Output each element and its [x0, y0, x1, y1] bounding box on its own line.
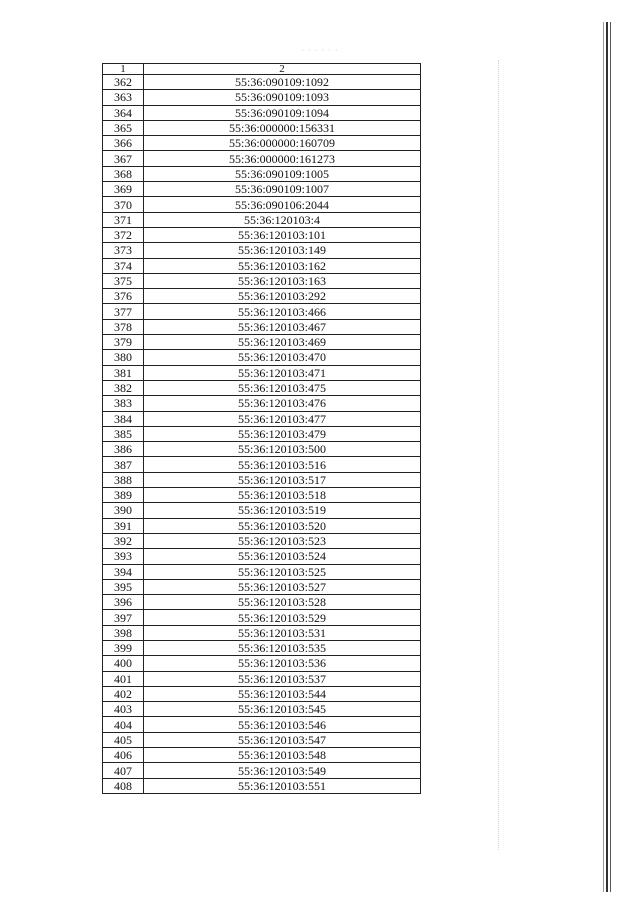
- table-row: [103, 319, 421, 334]
- row-number-cell: 364: [103, 105, 144, 120]
- table-row: [103, 702, 421, 717]
- row-number-cell: 366: [103, 136, 144, 151]
- row-number-cell: 384: [103, 411, 144, 426]
- row-number-cell: 395: [103, 579, 144, 594]
- table-row: [103, 258, 421, 273]
- cadastral-number-cell: 55:36:090109:1007: [144, 182, 421, 197]
- table-row: [103, 717, 421, 732]
- table-row: [103, 732, 421, 747]
- row-number-cell: 408: [103, 778, 144, 793]
- cadastral-number-cell: 55:36:120103:528: [144, 595, 421, 610]
- cadastral-number-cell: 55:36:120103:101: [144, 227, 421, 242]
- table-row: [103, 564, 421, 579]
- table-row: [103, 396, 421, 411]
- table-row: [103, 90, 421, 105]
- table-row: [103, 197, 421, 212]
- cadastral-number-cell: 55:36:120103:500: [144, 442, 421, 457]
- table-row: [103, 457, 421, 472]
- cadastral-number-cell: 55:36:120103:516: [144, 457, 421, 472]
- page-header-mark: · · · · · ·: [301, 46, 339, 55]
- table-body: [103, 64, 421, 794]
- table-row: [103, 625, 421, 640]
- cadastral-number-cell: 55:36:120103:551: [144, 778, 421, 793]
- table-row: [103, 442, 421, 457]
- cadastral-number-cell: 55:36:120103:149: [144, 243, 421, 258]
- row-number-cell: 368: [103, 166, 144, 181]
- cadastral-number-cell: 55:36:090106:2044: [144, 197, 421, 212]
- cadastral-number-cell: 55:36:120103:525: [144, 564, 421, 579]
- table-row: [103, 426, 421, 441]
- table-row: [103, 304, 421, 319]
- row-number-cell: 363: [103, 90, 144, 105]
- table-row: [103, 227, 421, 242]
- binding-edge-line: [606, 22, 608, 892]
- row-number-cell: 407: [103, 763, 144, 778]
- cadastral-number-cell: 55:36:120103:162: [144, 258, 421, 273]
- cadastral-number-cell: 55:36:120103:517: [144, 472, 421, 487]
- binding-edge-line: [603, 22, 604, 892]
- table-row: [103, 136, 421, 151]
- cadastral-number-cell: 55:36:120103:549: [144, 763, 421, 778]
- cadastral-numbers-table: [102, 63, 421, 794]
- table-row: [103, 380, 421, 395]
- row-number-cell: 394: [103, 564, 144, 579]
- cadastral-number-cell: 55:36:120103:547: [144, 732, 421, 747]
- cadastral-number-cell: 55:36:120103:467: [144, 319, 421, 334]
- cadastral-number-cell: 55:36:120103:477: [144, 411, 421, 426]
- cadastral-number-cell: 55:36:120103:536: [144, 656, 421, 671]
- row-number-cell: 367: [103, 151, 144, 166]
- row-number-cell: 397: [103, 610, 144, 625]
- table-row: [103, 273, 421, 288]
- cadastral-number-cell: 55:36:120103:4: [144, 212, 421, 227]
- cadastral-number-cell: 55:36:120103:519: [144, 503, 421, 518]
- row-number-cell: 400: [103, 656, 144, 671]
- row-number-cell: 381: [103, 365, 144, 380]
- cadastral-number-cell: 55:36:120103:292: [144, 289, 421, 304]
- row-number-cell: 377: [103, 304, 144, 319]
- row-number-cell: 392: [103, 533, 144, 548]
- row-number-cell: 376: [103, 289, 144, 304]
- cadastral-number-cell: 55:36:120103:546: [144, 717, 421, 732]
- cadastral-number-cell: 55:36:120103:524: [144, 549, 421, 564]
- row-number-cell: 371: [103, 212, 144, 227]
- table-row: [103, 595, 421, 610]
- row-number-cell: 383: [103, 396, 144, 411]
- cadastral-number-cell: 55:36:000000:156331: [144, 120, 421, 135]
- row-number-cell: 365: [103, 120, 144, 135]
- table-row: [103, 533, 421, 548]
- cadastral-number-cell: 55:36:120103:535: [144, 640, 421, 655]
- table-row: [103, 549, 421, 564]
- table-row: [103, 472, 421, 487]
- row-number-cell: 399: [103, 640, 144, 655]
- table-row: [103, 579, 421, 594]
- row-number-cell: 373: [103, 243, 144, 258]
- table-row: [103, 640, 421, 655]
- cadastral-number-cell: 55:36:090109:1094: [144, 105, 421, 120]
- table-row: [103, 518, 421, 533]
- table-row: [103, 610, 421, 625]
- row-number-cell: 396: [103, 595, 144, 610]
- cadastral-number-cell: 55:36:120103:471: [144, 365, 421, 380]
- cadastral-number-cell: 55:36:120103:470: [144, 350, 421, 365]
- table-row: [103, 105, 421, 120]
- cadastral-number-cell: 55:36:120103:466: [144, 304, 421, 319]
- table-row: [103, 656, 421, 671]
- table-row: [103, 120, 421, 135]
- row-number-cell: 380: [103, 350, 144, 365]
- table-row: [103, 778, 421, 793]
- row-number-cell: 403: [103, 702, 144, 717]
- row-number-cell: 405: [103, 732, 144, 747]
- cadastral-number-cell: 55:36:120103:520: [144, 518, 421, 533]
- column-header-number: 1: [103, 64, 144, 75]
- row-number-cell: 369: [103, 182, 144, 197]
- cadastral-number-cell: 55:36:120103:163: [144, 273, 421, 288]
- cadastral-number-cell: 55:36:120103:529: [144, 610, 421, 625]
- table-row: [103, 243, 421, 258]
- row-number-cell: 386: [103, 442, 144, 457]
- row-number-cell: 378: [103, 319, 144, 334]
- table-row: [103, 212, 421, 227]
- row-number-cell: 372: [103, 227, 144, 242]
- table-row: [103, 488, 421, 503]
- row-number-cell: 406: [103, 748, 144, 763]
- row-number-cell: 391: [103, 518, 144, 533]
- row-number-cell: 362: [103, 75, 144, 90]
- row-number-cell: 390: [103, 503, 144, 518]
- table-row: [103, 503, 421, 518]
- cadastral-number-cell: 55:36:120103:527: [144, 579, 421, 594]
- table-row: [103, 182, 421, 197]
- cadastral-number-cell: 55:36:090109:1092: [144, 75, 421, 90]
- table-header-row: [103, 64, 421, 75]
- row-number-cell: 401: [103, 671, 144, 686]
- cadastral-number-cell: 55:36:120103:544: [144, 686, 421, 701]
- column-header-cadastral: 2: [144, 64, 421, 75]
- table-row: [103, 671, 421, 686]
- cadastral-table-container: [102, 63, 420, 794]
- binding-edge-line: [610, 22, 611, 892]
- cadastral-number-cell: 55:36:120103:523: [144, 533, 421, 548]
- table-row: [103, 166, 421, 181]
- row-number-cell: 370: [103, 197, 144, 212]
- row-number-cell: 389: [103, 488, 144, 503]
- cadastral-number-cell: 55:36:090109:1093: [144, 90, 421, 105]
- cadastral-number-cell: 55:36:120103:531: [144, 625, 421, 640]
- table-row: [103, 365, 421, 380]
- cadastral-number-cell: 55:36:120103:518: [144, 488, 421, 503]
- table-row: [103, 335, 421, 350]
- table-row: [103, 289, 421, 304]
- cadastral-number-cell: 55:36:120103:545: [144, 702, 421, 717]
- row-number-cell: 398: [103, 625, 144, 640]
- row-number-cell: 387: [103, 457, 144, 472]
- row-number-cell: 388: [103, 472, 144, 487]
- table-row: [103, 75, 421, 90]
- table-row: [103, 151, 421, 166]
- cadastral-number-cell: 55:36:120103:475: [144, 380, 421, 395]
- cadastral-number-cell: 55:36:120103:476: [144, 396, 421, 411]
- cadastral-number-cell: 55:36:090109:1005: [144, 166, 421, 181]
- row-number-cell: 374: [103, 258, 144, 273]
- table-row: [103, 350, 421, 365]
- cadastral-number-cell: 55:36:120103:548: [144, 748, 421, 763]
- row-number-cell: 404: [103, 717, 144, 732]
- row-number-cell: 385: [103, 426, 144, 441]
- cadastral-number-cell: 55:36:120103:537: [144, 671, 421, 686]
- scan-guide-line: [498, 60, 499, 850]
- cadastral-number-cell: 55:36:120103:479: [144, 426, 421, 441]
- cadastral-number-cell: 55:36:000000:161273: [144, 151, 421, 166]
- table-row: [103, 763, 421, 778]
- row-number-cell: 379: [103, 335, 144, 350]
- row-number-cell: 382: [103, 380, 144, 395]
- cadastral-number-cell: 55:36:000000:160709: [144, 136, 421, 151]
- table-row: [103, 411, 421, 426]
- row-number-cell: 375: [103, 273, 144, 288]
- table-row: [103, 686, 421, 701]
- table-row: [103, 748, 421, 763]
- cadastral-number-cell: 55:36:120103:469: [144, 335, 421, 350]
- row-number-cell: 393: [103, 549, 144, 564]
- row-number-cell: 402: [103, 686, 144, 701]
